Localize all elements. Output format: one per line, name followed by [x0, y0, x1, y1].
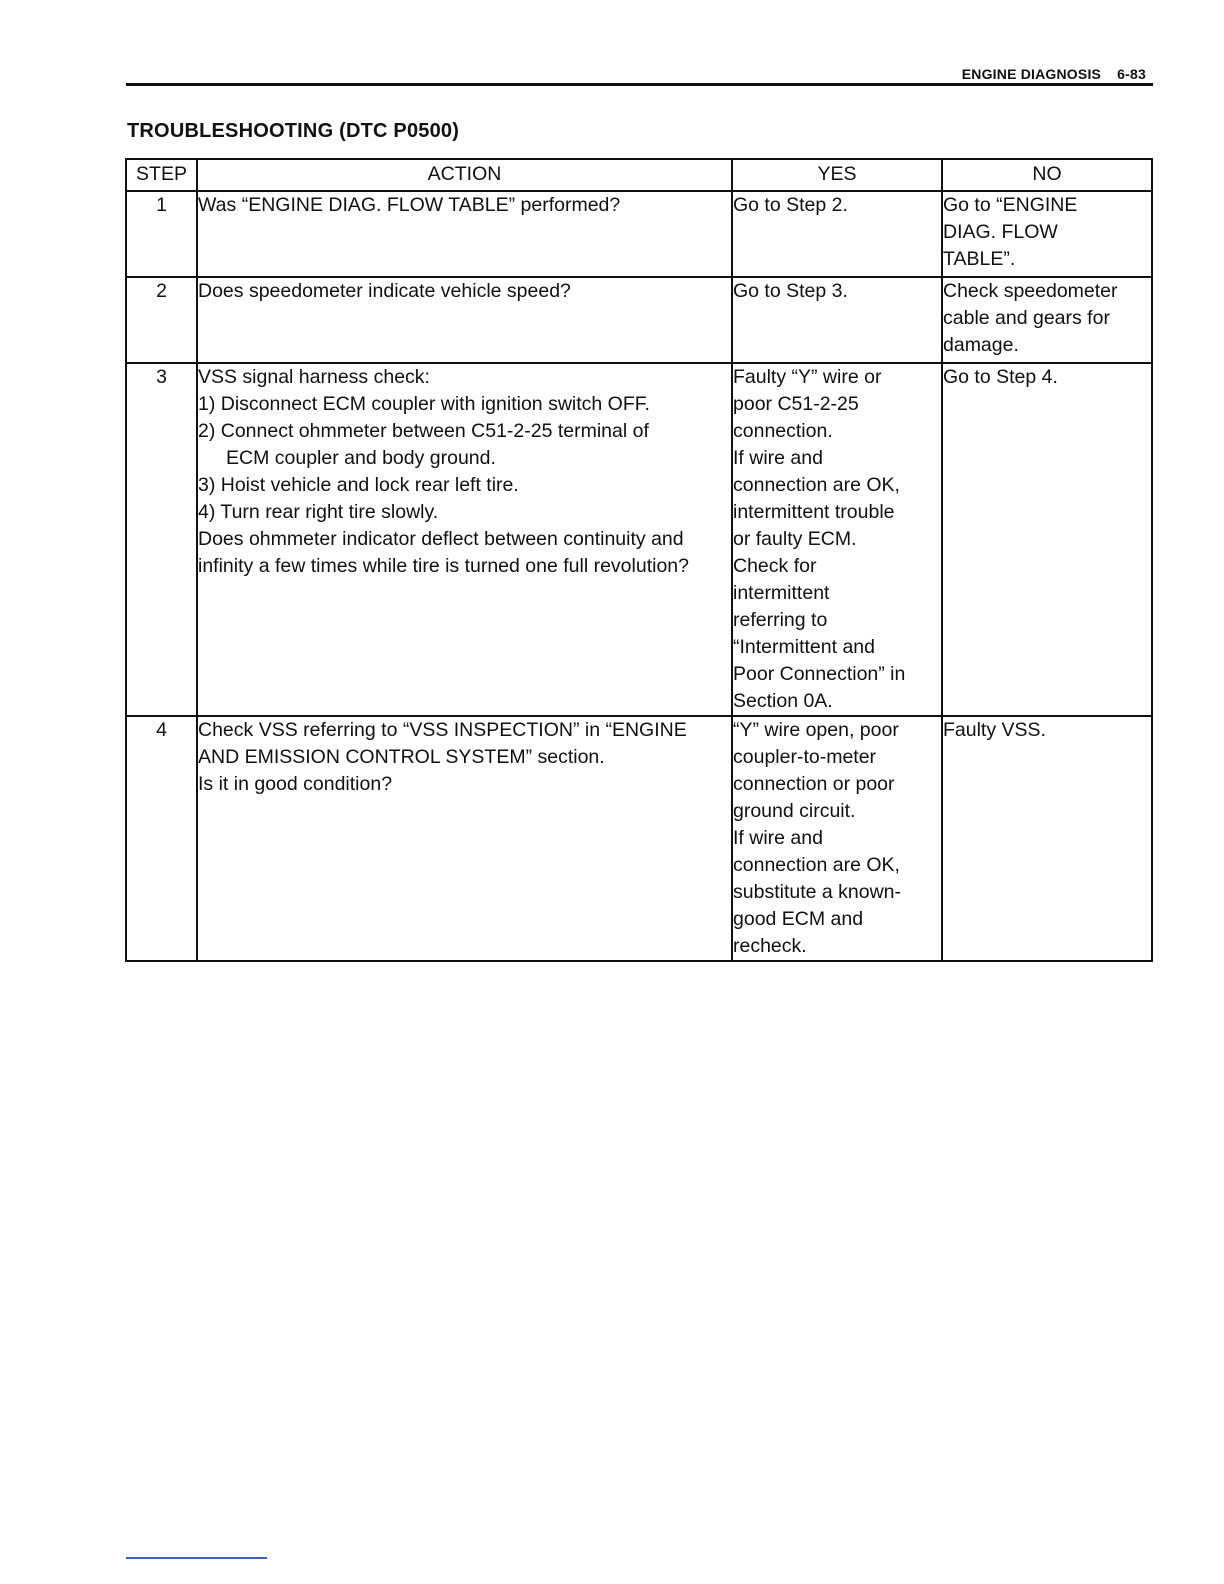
yes-text: If wire and: [733, 447, 823, 469]
yes-text: Go to Step 3.: [733, 280, 848, 302]
yes-text: connection are OK,: [733, 854, 900, 876]
yes-text: connection or poor: [733, 773, 895, 795]
action-question: Does ohmmeter indicator deflect between continuity and: [198, 528, 684, 550]
no-cell: [942, 716, 1152, 961]
yes-text: Poor Connection” in: [733, 663, 906, 685]
action-text: VSS signal harness check:: [198, 366, 430, 388]
yes-text: Check for: [733, 555, 817, 577]
step-number: 2: [126, 277, 197, 363]
step-number: 1: [126, 191, 197, 277]
table-row: [126, 716, 1152, 961]
action-step-text: ECM coupler and body ground.: [226, 447, 496, 469]
no-text: Go to Step 4.: [943, 366, 1058, 388]
yes-text: connection are OK,: [733, 474, 900, 496]
column-header-no: NO: [942, 159, 1152, 191]
yes-text: substitute a known-: [733, 881, 902, 903]
no-text: damage.: [943, 334, 1019, 356]
action-step-text: 3) Hoist vehicle and lock rear left tire.: [198, 474, 519, 496]
action-question: infinity a few times while tire is turned one full revolution?: [198, 555, 689, 577]
yes-text: “Intermittent and: [733, 636, 875, 658]
yes-cell: [732, 716, 942, 961]
running-header: [962, 66, 1146, 82]
yes-text: Section 0A.: [733, 690, 833, 712]
page-number: 6-83: [1117, 66, 1146, 82]
action-text: Was “ENGINE DIAG. FLOW TABLE” performed?: [198, 194, 621, 216]
troubleshooting-table: [125, 158, 1153, 962]
yes-text: ground circuit.: [733, 800, 856, 822]
action-step-text: 4) Turn rear right tire slowly.: [198, 501, 439, 523]
action-cell: [197, 277, 732, 363]
section-title: TROUBLESHOOTING (DTC P0500): [127, 120, 460, 142]
yes-text: intermittent: [733, 582, 830, 604]
no-cell: [942, 363, 1152, 716]
yes-text: poor C51-2-25: [733, 393, 859, 415]
yes-text: connection.: [733, 420, 833, 442]
no-text: Go to “ENGINE: [943, 194, 1078, 216]
yes-cell: [732, 191, 942, 277]
yes-text: If wire and: [733, 827, 823, 849]
step-number: 3: [126, 363, 197, 716]
action-text: Does speedometer indicate vehicle speed?: [198, 280, 571, 302]
action-step-text: 2) Connect ohmmeter between C51-2-25 terminal of: [198, 420, 649, 442]
yes-text: or faulty ECM.: [733, 528, 857, 550]
yes-text: good ECM and: [733, 908, 864, 930]
table-header-row: [126, 159, 1152, 191]
header-rule: [126, 83, 1153, 86]
action-cell: [197, 363, 732, 716]
no-text: Faulty VSS.: [943, 719, 1046, 741]
no-cell: [942, 191, 1152, 277]
column-header-yes: YES: [732, 159, 942, 191]
column-header-step: STEP: [126, 159, 197, 191]
table-row: [126, 277, 1152, 363]
no-text: Check speedometer: [943, 280, 1118, 302]
action-cell: [197, 191, 732, 277]
table-row: [126, 363, 1152, 716]
action-step-text: 1) Disconnect ECM coupler with ignition switch OFF.: [198, 393, 650, 415]
action-text: Check VSS referring to “VSS INSPECTION” in “ENGINE: [198, 719, 687, 741]
no-cell: [942, 277, 1152, 363]
column-header-action: ACTION: [197, 159, 732, 191]
yes-text: Go to Step 2.: [733, 194, 848, 216]
yes-text: recheck.: [733, 935, 807, 957]
yes-text: referring to: [733, 609, 828, 631]
no-text: TABLE”.: [943, 248, 1016, 270]
yes-text: coupler-to-meter: [733, 746, 877, 768]
yes-text: Faulty “Y” wire or: [733, 366, 882, 388]
no-text: DIAG. FLOW: [943, 221, 1058, 243]
no-text: cable and gears for: [943, 307, 1110, 329]
footer-line: [126, 1557, 267, 1559]
running-header-section: ENGINE DIAGNOSIS: [961, 66, 1102, 82]
action-cell: [197, 716, 732, 961]
table-row: [126, 191, 1152, 277]
yes-cell: [732, 277, 942, 363]
action-text: AND EMISSION CONTROL SYSTEM” section.: [198, 746, 605, 768]
yes-cell: [732, 363, 942, 716]
yes-text: intermittent trouble: [733, 501, 895, 523]
step-number: 4: [126, 716, 197, 961]
yes-text: “Y” wire open, poor: [733, 719, 899, 741]
action-question: Is it in good condition?: [198, 773, 393, 795]
